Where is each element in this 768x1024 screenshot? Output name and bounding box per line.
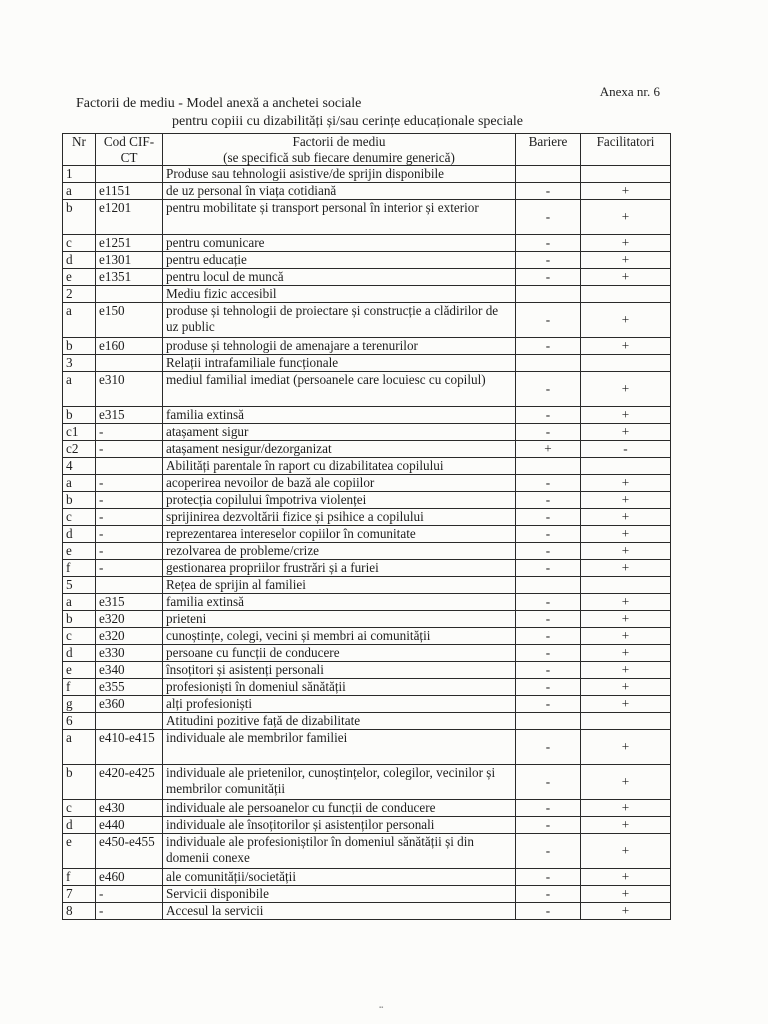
row-cod: e320 bbox=[96, 628, 163, 645]
row-cod: - bbox=[96, 903, 163, 920]
row-bariere: - bbox=[516, 407, 581, 424]
row-nr: 4 bbox=[63, 458, 96, 475]
row-bariere: - bbox=[516, 662, 581, 679]
row-factor: pentru educație bbox=[163, 252, 516, 269]
row-cod: e420-e425 bbox=[96, 765, 163, 800]
row-bariere: - bbox=[516, 800, 581, 817]
row-facilitatori: + bbox=[581, 679, 671, 696]
row-cod: - bbox=[96, 492, 163, 509]
table-row bbox=[63, 679, 671, 696]
row-bariere: + bbox=[516, 441, 581, 458]
row-facilitatori: + bbox=[581, 834, 671, 869]
table-row bbox=[63, 645, 671, 662]
row-cod: e1251 bbox=[96, 235, 163, 252]
row-factor: Mediu fizic accesibil bbox=[163, 286, 516, 303]
header-factor-title: Factorii de mediu bbox=[292, 134, 386, 149]
row-bariere: - bbox=[516, 903, 581, 920]
row-nr: e bbox=[63, 662, 96, 679]
row-bariere: - bbox=[516, 611, 581, 628]
row-factor: cunoștințe, colegi, vecini și membri ai comunității bbox=[163, 628, 516, 645]
row-facilitatori bbox=[581, 458, 671, 475]
table-row bbox=[63, 235, 671, 252]
table-row bbox=[63, 372, 671, 407]
row-factor: profesioniști în domeniul sănătății bbox=[163, 679, 516, 696]
table-row bbox=[63, 252, 671, 269]
row-nr: d bbox=[63, 817, 96, 834]
row-nr: a bbox=[63, 594, 96, 611]
row-facilitatori: + bbox=[581, 869, 671, 886]
table-row bbox=[63, 492, 671, 509]
row-factor: Accesul la servicii bbox=[163, 903, 516, 920]
row-facilitatori: + bbox=[581, 594, 671, 611]
table-row bbox=[63, 662, 671, 679]
row-facilitatori: + bbox=[581, 252, 671, 269]
row-facilitatori: + bbox=[581, 817, 671, 834]
row-bariere bbox=[516, 458, 581, 475]
row-bariere: - bbox=[516, 543, 581, 560]
document-subtitle: pentru copiii cu dizabilități și/sau cerințe educaționale speciale bbox=[172, 114, 524, 129]
row-nr: 2 bbox=[63, 286, 96, 303]
row-cod: e160 bbox=[96, 338, 163, 355]
row-cod: e330 bbox=[96, 645, 163, 662]
row-bariere: - bbox=[516, 252, 581, 269]
table-row bbox=[63, 765, 671, 800]
row-cod: e410-e415 bbox=[96, 730, 163, 765]
row-cod bbox=[96, 458, 163, 475]
row-facilitatori: + bbox=[581, 543, 671, 560]
row-factor: Atitudini pozitive față de dizabilitate bbox=[163, 713, 516, 730]
row-facilitatori: + bbox=[581, 509, 671, 526]
header-factor bbox=[163, 134, 516, 166]
row-nr: 6 bbox=[63, 713, 96, 730]
table-row bbox=[63, 355, 671, 372]
row-bariere: - bbox=[516, 765, 581, 800]
row-facilitatori: + bbox=[581, 269, 671, 286]
row-facilitatori: + bbox=[581, 492, 671, 509]
row-factor: individuale ale însoțitorilor și asistenților personali bbox=[163, 817, 516, 834]
table-row bbox=[63, 200, 671, 235]
row-cod: - bbox=[96, 424, 163, 441]
row-factor: pentru locul de muncă bbox=[163, 269, 516, 286]
row-factor: mediul familial imediat (persoanele care locuiesc cu copilul) bbox=[163, 372, 516, 407]
table-row bbox=[63, 286, 671, 303]
row-facilitatori: + bbox=[581, 560, 671, 577]
row-facilitatori: + bbox=[581, 730, 671, 765]
row-cod bbox=[96, 577, 163, 594]
table-row bbox=[63, 338, 671, 355]
row-facilitatori: + bbox=[581, 372, 671, 407]
row-bariere bbox=[516, 166, 581, 183]
row-factor: acoperirea nevoilor de bază ale copiilor bbox=[163, 475, 516, 492]
row-nr: b bbox=[63, 200, 96, 235]
row-nr: d bbox=[63, 526, 96, 543]
row-bariere: - bbox=[516, 645, 581, 662]
row-cod: e360 bbox=[96, 696, 163, 713]
row-bariere: - bbox=[516, 526, 581, 543]
row-factor: individuale ale persoanelor cu funcții de conducere bbox=[163, 800, 516, 817]
table-row bbox=[63, 594, 671, 611]
scan-mark: ▪▪ bbox=[379, 1005, 384, 1011]
table-row bbox=[63, 183, 671, 200]
row-cod bbox=[96, 713, 163, 730]
row-facilitatori: + bbox=[581, 303, 671, 338]
row-nr: c bbox=[63, 235, 96, 252]
environmental-factors-table bbox=[62, 133, 671, 920]
row-cod: - bbox=[96, 475, 163, 492]
row-cod: e1151 bbox=[96, 183, 163, 200]
row-bariere: - bbox=[516, 869, 581, 886]
header-facilitatori: Facilitatori bbox=[581, 134, 671, 166]
row-cod: e1201 bbox=[96, 200, 163, 235]
row-facilitatori: + bbox=[581, 662, 671, 679]
row-nr: e bbox=[63, 543, 96, 560]
row-factor: persoane cu funcții de conducere bbox=[163, 645, 516, 662]
row-bariere: - bbox=[516, 200, 581, 235]
row-facilitatori: + bbox=[581, 611, 671, 628]
table-row bbox=[63, 696, 671, 713]
row-bariere: - bbox=[516, 372, 581, 407]
row-bariere: - bbox=[516, 338, 581, 355]
row-factor: Abilități parentale în raport cu dizabilitatea copilului bbox=[163, 458, 516, 475]
row-nr: b bbox=[63, 492, 96, 509]
row-cod: e430 bbox=[96, 800, 163, 817]
table-row bbox=[63, 713, 671, 730]
row-factor: pentru comunicare bbox=[163, 235, 516, 252]
row-nr: c bbox=[63, 628, 96, 645]
row-nr: b bbox=[63, 338, 96, 355]
row-factor: familia extinsă bbox=[163, 407, 516, 424]
table-row bbox=[63, 543, 671, 560]
table-row bbox=[63, 611, 671, 628]
row-cod bbox=[96, 286, 163, 303]
row-nr: c2 bbox=[63, 441, 96, 458]
row-cod: e460 bbox=[96, 869, 163, 886]
row-factor: individuale ale prietenilor, cunoștințelor, colegilor, vecinilor și membrilor comunității bbox=[163, 765, 516, 800]
row-bariere: - bbox=[516, 679, 581, 696]
row-cod: e320 bbox=[96, 611, 163, 628]
row-facilitatori: + bbox=[581, 765, 671, 800]
row-facilitatori bbox=[581, 355, 671, 372]
row-bariere: - bbox=[516, 817, 581, 834]
row-cod: - bbox=[96, 526, 163, 543]
row-bariere: - bbox=[516, 509, 581, 526]
row-bariere bbox=[516, 286, 581, 303]
table-row bbox=[63, 730, 671, 765]
document-title: Factorii de mediu - Model anexă a anchetei sociale bbox=[76, 96, 362, 111]
annex-label: Anexa nr. 6 bbox=[599, 84, 660, 99]
row-factor: reprezentarea intereselor copiilor în comunitate bbox=[163, 526, 516, 543]
table-row bbox=[63, 903, 671, 920]
table-row bbox=[63, 886, 671, 903]
row-factor: de uz personal în viața cotidiană bbox=[163, 183, 516, 200]
row-bariere bbox=[516, 355, 581, 372]
row-factor: produse și tehnologii de amenajare a terenurilor bbox=[163, 338, 516, 355]
row-factor: individuale ale membrilor familiei bbox=[163, 730, 516, 765]
row-nr: b bbox=[63, 407, 96, 424]
table-row bbox=[63, 424, 671, 441]
row-bariere: - bbox=[516, 560, 581, 577]
row-facilitatori: + bbox=[581, 903, 671, 920]
row-factor: familia extinsă bbox=[163, 594, 516, 611]
row-cod bbox=[96, 166, 163, 183]
row-nr: a bbox=[63, 303, 96, 338]
row-facilitatori: + bbox=[581, 696, 671, 713]
table-row bbox=[63, 458, 671, 475]
row-bariere: - bbox=[516, 424, 581, 441]
header-factor-subtitle: (se specifică sub fiecare denumire generică) bbox=[223, 149, 455, 165]
table-row bbox=[63, 166, 671, 183]
row-bariere: - bbox=[516, 730, 581, 765]
row-facilitatori: + bbox=[581, 338, 671, 355]
row-bariere: - bbox=[516, 628, 581, 645]
row-nr: g bbox=[63, 696, 96, 713]
row-cod: e340 bbox=[96, 662, 163, 679]
row-factor: gestionarea propriilor frustrări și a furiei bbox=[163, 560, 516, 577]
row-nr: a bbox=[63, 372, 96, 407]
row-facilitatori: + bbox=[581, 628, 671, 645]
row-cod: - bbox=[96, 886, 163, 903]
row-nr: f bbox=[63, 560, 96, 577]
row-bariere: - bbox=[516, 475, 581, 492]
row-cod: - bbox=[96, 543, 163, 560]
row-bariere: - bbox=[516, 886, 581, 903]
row-nr: c bbox=[63, 509, 96, 526]
row-factor: atașament nesigur/dezorganizat bbox=[163, 441, 516, 458]
row-cod: e315 bbox=[96, 594, 163, 611]
table-row bbox=[63, 509, 671, 526]
header-bariere: Bariere bbox=[516, 134, 581, 166]
row-nr: a bbox=[63, 730, 96, 765]
row-nr: b bbox=[63, 611, 96, 628]
row-facilitatori: + bbox=[581, 183, 671, 200]
row-nr: c1 bbox=[63, 424, 96, 441]
row-bariere: - bbox=[516, 696, 581, 713]
row-nr: 5 bbox=[63, 577, 96, 594]
table-row bbox=[63, 526, 671, 543]
row-facilitatori bbox=[581, 166, 671, 183]
table-row bbox=[63, 407, 671, 424]
row-nr: 8 bbox=[63, 903, 96, 920]
table-header-row bbox=[63, 134, 671, 166]
row-facilitatori: + bbox=[581, 800, 671, 817]
row-factor: rezolvarea de probleme/crize bbox=[163, 543, 516, 560]
row-facilitatori bbox=[581, 286, 671, 303]
row-cod bbox=[96, 355, 163, 372]
row-facilitatori: + bbox=[581, 235, 671, 252]
row-facilitatori: + bbox=[581, 200, 671, 235]
table-row bbox=[63, 834, 671, 869]
row-factor: sprijinirea dezvoltării fizice și psihice a copilului bbox=[163, 509, 516, 526]
header-nr: Nr bbox=[63, 134, 96, 166]
table-row bbox=[63, 817, 671, 834]
row-facilitatori: + bbox=[581, 526, 671, 543]
row-facilitatori bbox=[581, 713, 671, 730]
row-factor: atașament sigur bbox=[163, 424, 516, 441]
row-cod: e150 bbox=[96, 303, 163, 338]
row-bariere: - bbox=[516, 269, 581, 286]
row-facilitatori: - bbox=[581, 441, 671, 458]
row-bariere: - bbox=[516, 492, 581, 509]
table-row bbox=[63, 577, 671, 594]
row-factor: individuale ale profesioniștilor în domeniul sănătății și din domenii conexe bbox=[163, 834, 516, 869]
row-facilitatori: + bbox=[581, 424, 671, 441]
row-nr: e bbox=[63, 269, 96, 286]
row-bariere bbox=[516, 577, 581, 594]
row-cod: e450-e455 bbox=[96, 834, 163, 869]
row-factor: Relații intrafamiliale funcționale bbox=[163, 355, 516, 372]
header-cod: Cod CIF-CT bbox=[96, 134, 163, 166]
row-cod: - bbox=[96, 509, 163, 526]
table-row bbox=[63, 560, 671, 577]
row-bariere bbox=[516, 713, 581, 730]
table-row bbox=[63, 628, 671, 645]
row-nr: 3 bbox=[63, 355, 96, 372]
row-nr: a bbox=[63, 183, 96, 200]
row-factor: Rețea de sprijin al familiei bbox=[163, 577, 516, 594]
table-row bbox=[63, 800, 671, 817]
row-cod: e315 bbox=[96, 407, 163, 424]
table-row bbox=[63, 441, 671, 458]
row-factor: Servicii disponibile bbox=[163, 886, 516, 903]
table-row bbox=[63, 869, 671, 886]
row-bariere: - bbox=[516, 594, 581, 611]
row-factor: protecția copilului împotriva violenței bbox=[163, 492, 516, 509]
row-factor: prieteni bbox=[163, 611, 516, 628]
table-row bbox=[63, 269, 671, 286]
row-nr: a bbox=[63, 475, 96, 492]
row-factor: Produse sau tehnologii asistive/de sprijin disponibile bbox=[163, 166, 516, 183]
row-facilitatori bbox=[581, 577, 671, 594]
row-factor: însoțitori și asistenți personali bbox=[163, 662, 516, 679]
row-factor: produse și tehnologii de proiectare și construcție a clădirilor de uz public bbox=[163, 303, 516, 338]
row-cod: e310 bbox=[96, 372, 163, 407]
row-bariere: - bbox=[516, 834, 581, 869]
row-factor: alți profesioniști bbox=[163, 696, 516, 713]
row-cod: e440 bbox=[96, 817, 163, 834]
row-cod: - bbox=[96, 441, 163, 458]
row-bariere: - bbox=[516, 235, 581, 252]
row-nr: c bbox=[63, 800, 96, 817]
row-nr: d bbox=[63, 645, 96, 662]
table-row bbox=[63, 475, 671, 492]
table-body bbox=[63, 166, 671, 920]
row-nr: d bbox=[63, 252, 96, 269]
row-cod: e1301 bbox=[96, 252, 163, 269]
row-nr: b bbox=[63, 765, 96, 800]
row-facilitatori: + bbox=[581, 645, 671, 662]
row-nr: 7 bbox=[63, 886, 96, 903]
row-cod: e1351 bbox=[96, 269, 163, 286]
row-facilitatori: + bbox=[581, 886, 671, 903]
row-facilitatori: + bbox=[581, 475, 671, 492]
row-cod: e355 bbox=[96, 679, 163, 696]
table-row bbox=[63, 303, 671, 338]
row-nr: e bbox=[63, 834, 96, 869]
row-cod: - bbox=[96, 560, 163, 577]
row-nr: 1 bbox=[63, 166, 96, 183]
row-facilitatori: + bbox=[581, 407, 671, 424]
row-nr: f bbox=[63, 869, 96, 886]
row-nr: f bbox=[63, 679, 96, 696]
row-factor: ale comunității/societății bbox=[163, 869, 516, 886]
row-bariere: - bbox=[516, 303, 581, 338]
row-factor: pentru mobilitate și transport personal în interior și exterior bbox=[163, 200, 516, 235]
row-bariere: - bbox=[516, 183, 581, 200]
